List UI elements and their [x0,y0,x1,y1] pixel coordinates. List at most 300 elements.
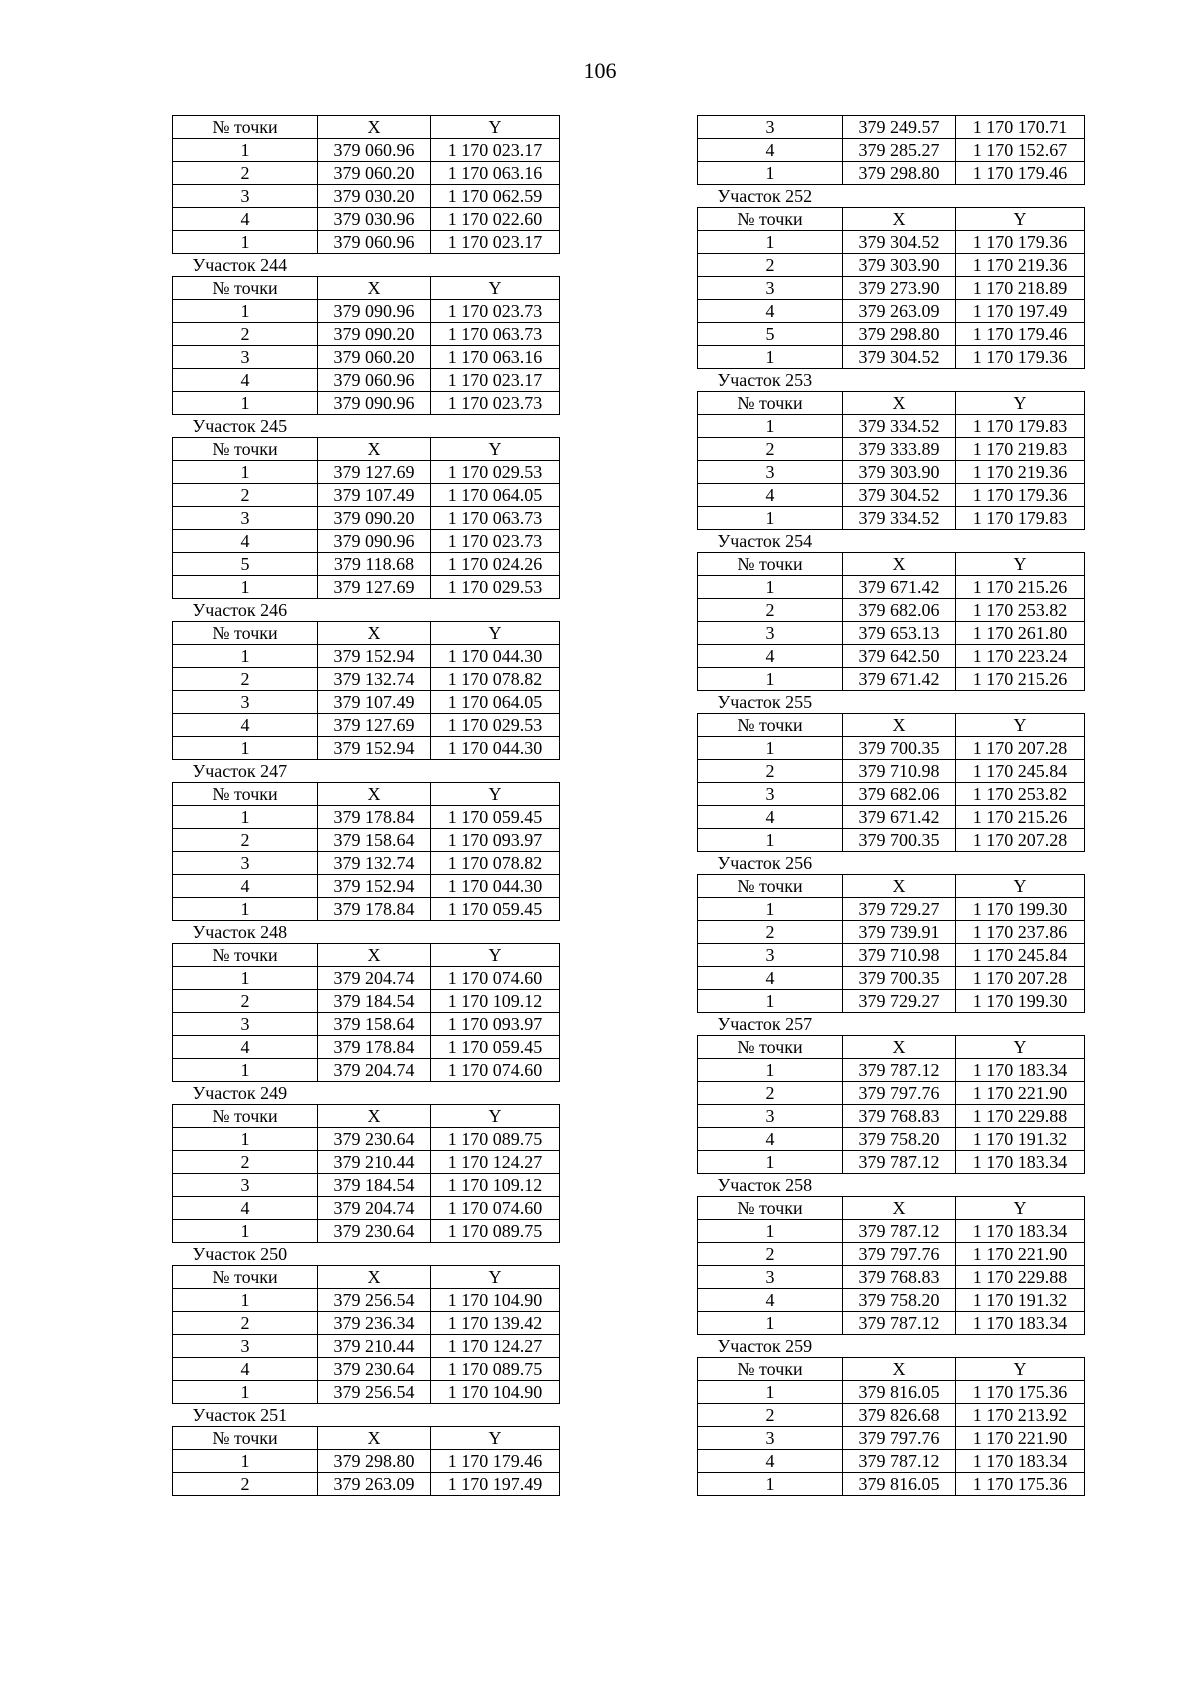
table-row [173,668,560,691]
x-coordinate: 379 671.42 [843,668,956,691]
point-number: 2 [698,760,843,783]
section-title-row [173,599,560,622]
y-coordinate: 1 170 218.89 [956,277,1085,300]
point-number: 1 [173,645,318,668]
point-number: 1 [698,737,843,760]
x-coordinate: 379 158.64 [318,1013,431,1036]
point-number: 1 [698,1220,843,1243]
left-column [172,115,560,1496]
header-y: Y [431,1105,560,1128]
point-number: 3 [698,461,843,484]
section-title-row [698,691,1085,714]
table-row [698,1266,1085,1289]
table-row [698,162,1085,185]
header-point: № точки [173,1105,318,1128]
x-coordinate: 379 107.49 [318,484,431,507]
section-title: Участок 250 [192,1244,288,1264]
y-coordinate: 1 170 059.45 [431,898,560,921]
table-row [698,1427,1085,1450]
x-coordinate: 379 230.64 [318,1128,431,1151]
table-row [173,645,560,668]
table-row [173,507,560,530]
point-number: 3 [698,1427,843,1450]
section-spacer [956,1174,1085,1197]
table-row [173,990,560,1013]
section-spacer [431,1243,560,1266]
point-number: 2 [698,1243,843,1266]
table-row [698,1473,1085,1496]
x-coordinate: 379 334.52 [843,507,956,530]
point-number: 3 [173,1013,318,1036]
section-title-row [698,369,1085,392]
header-y: Y [431,1427,560,1450]
y-coordinate: 1 170 183.34 [956,1059,1085,1082]
table-row [698,1289,1085,1312]
table-header-row [698,875,1085,898]
table-row [173,1381,560,1404]
point-number: 4 [173,1197,318,1220]
section-title: Участок 257 [717,1014,813,1034]
y-coordinate: 1 170 023.73 [431,392,560,415]
x-coordinate: 379 127.69 [318,714,431,737]
x-coordinate: 379 285.27 [843,139,956,162]
point-number: 3 [173,507,318,530]
point-number: 5 [698,323,843,346]
point-number: 1 [173,231,318,254]
table-row [173,1059,560,1082]
y-coordinate: 1 170 175.36 [956,1473,1085,1496]
table-row [698,668,1085,691]
x-coordinate: 379 787.12 [843,1151,956,1174]
y-coordinate: 1 170 139.42 [431,1312,560,1335]
y-coordinate: 1 170 197.49 [956,300,1085,323]
point-number: 4 [698,645,843,668]
section-title: Участок 253 [717,370,813,390]
x-coordinate: 379 758.20 [843,1289,956,1312]
x-coordinate: 379 298.80 [843,162,956,185]
table-row [698,783,1085,806]
point-number: 1 [698,990,843,1013]
y-coordinate: 1 170 023.73 [431,530,560,553]
y-coordinate: 1 170 197.49 [431,1473,560,1496]
table-row [173,1174,560,1197]
header-point: № точки [173,944,318,967]
table-row [173,691,560,714]
header-x: X [843,714,956,737]
table-row [698,1128,1085,1151]
point-number: 1 [173,1381,318,1404]
y-coordinate: 1 170 183.34 [956,1220,1085,1243]
x-coordinate: 379 090.20 [318,323,431,346]
point-number: 1 [698,1381,843,1404]
point-number: 2 [173,323,318,346]
section-title-row [698,1174,1085,1197]
point-number: 3 [173,691,318,714]
x-coordinate: 379 826.68 [843,1404,956,1427]
table-row [173,967,560,990]
x-coordinate: 379 304.52 [843,231,956,254]
table-row [173,323,560,346]
y-coordinate: 1 170 063.16 [431,162,560,185]
x-coordinate: 379 158.64 [318,829,431,852]
point-number: 3 [698,1105,843,1128]
header-y: Y [956,714,1085,737]
x-coordinate: 379 178.84 [318,1036,431,1059]
point-number: 3 [698,277,843,300]
header-y: Y [431,944,560,967]
section-spacer [431,1404,560,1427]
header-point: № точки [173,1266,318,1289]
point-number: 1 [173,461,318,484]
y-coordinate: 1 170 183.34 [956,1151,1085,1174]
x-coordinate: 379 132.74 [318,668,431,691]
point-number: 3 [698,116,843,139]
section-spacer [318,415,431,438]
table-row [698,1105,1085,1128]
y-coordinate: 1 170 245.84 [956,760,1085,783]
section-spacer [431,760,560,783]
point-number: 2 [698,599,843,622]
y-coordinate: 1 170 029.53 [431,714,560,737]
table-row [698,415,1085,438]
table-row [698,829,1085,852]
table-header-row [173,116,560,139]
y-coordinate: 1 170 175.36 [956,1381,1085,1404]
header-x: X [843,1036,956,1059]
point-number: 4 [173,714,318,737]
x-coordinate: 379 090.96 [318,392,431,415]
x-coordinate: 379 273.90 [843,277,956,300]
table-row [173,852,560,875]
table-header-row [173,783,560,806]
header-y: Y [431,116,560,139]
x-coordinate: 379 797.76 [843,1082,956,1105]
table-row [173,346,560,369]
y-coordinate: 1 170 229.88 [956,1266,1085,1289]
y-coordinate: 1 170 023.17 [431,139,560,162]
header-y: Y [956,875,1085,898]
x-coordinate: 379 030.96 [318,208,431,231]
y-coordinate: 1 170 223.24 [956,645,1085,668]
x-coordinate: 379 184.54 [318,990,431,1013]
section-title: Участок 244 [192,255,288,275]
section-title: Участок 256 [717,853,813,873]
x-coordinate: 379 334.52 [843,415,956,438]
y-coordinate: 1 170 024.26 [431,553,560,576]
section-spacer [956,1335,1085,1358]
y-coordinate: 1 170 023.73 [431,300,560,323]
point-number: 3 [698,622,843,645]
point-number: 1 [698,1312,843,1335]
section-title: Участок 259 [717,1336,813,1356]
point-number: 4 [173,369,318,392]
section-spacer [843,1335,956,1358]
x-coordinate: 379 787.12 [843,1220,956,1243]
section-title: Участок 251 [192,1405,288,1425]
x-coordinate: 379 090.20 [318,507,431,530]
x-coordinate: 379 152.94 [318,645,431,668]
header-y: Y [956,208,1085,231]
y-coordinate: 1 170 221.90 [956,1082,1085,1105]
header-point: № точки [173,622,318,645]
point-number: 1 [698,668,843,691]
table-row [698,484,1085,507]
point-number: 1 [698,346,843,369]
y-coordinate: 1 170 179.46 [956,162,1085,185]
section-spacer [956,1013,1085,1036]
section-title: Участок 249 [192,1083,288,1103]
point-number: 2 [698,1404,843,1427]
x-coordinate: 379 249.57 [843,116,956,139]
y-coordinate: 1 170 064.05 [431,691,560,714]
section-title-row [173,1404,560,1427]
header-y: Y [431,783,560,806]
y-coordinate: 1 170 207.28 [956,737,1085,760]
x-coordinate: 379 263.09 [843,300,956,323]
x-coordinate: 379 700.35 [843,737,956,760]
point-number: 1 [173,1059,318,1082]
table-row [173,806,560,829]
point-number: 2 [173,1473,318,1496]
point-number: 1 [698,898,843,921]
table-header-row [698,1036,1085,1059]
x-coordinate: 379 768.83 [843,1266,956,1289]
header-x: X [843,1197,956,1220]
x-coordinate: 379 210.44 [318,1335,431,1358]
section-spacer [318,1404,431,1427]
y-coordinate: 1 170 207.28 [956,829,1085,852]
x-coordinate: 379 653.13 [843,622,956,645]
table-row [698,277,1085,300]
y-coordinate: 1 170 104.90 [431,1289,560,1312]
table-row [173,829,560,852]
x-coordinate: 379 729.27 [843,898,956,921]
point-number: 1 [173,1220,318,1243]
x-coordinate: 379 787.12 [843,1312,956,1335]
section-spacer [843,691,956,714]
y-coordinate: 1 170 215.26 [956,806,1085,829]
section-spacer [431,254,560,277]
section-spacer [843,185,956,208]
table-row [698,622,1085,645]
point-number: 2 [698,921,843,944]
x-coordinate: 379 671.42 [843,806,956,829]
y-coordinate: 1 170 215.26 [956,668,1085,691]
y-coordinate: 1 170 183.34 [956,1312,1085,1335]
x-coordinate: 379 204.74 [318,1059,431,1082]
x-coordinate: 379 210.44 [318,1151,431,1174]
table-row [698,967,1085,990]
table-row [698,139,1085,162]
table-row [173,1197,560,1220]
y-coordinate: 1 170 062.59 [431,185,560,208]
point-number: 1 [698,415,843,438]
x-coordinate: 379 303.90 [843,254,956,277]
y-coordinate: 1 170 179.46 [956,323,1085,346]
y-coordinate: 1 170 207.28 [956,967,1085,990]
y-coordinate: 1 170 229.88 [956,1105,1085,1128]
section-spacer [956,185,1085,208]
table-row [173,162,560,185]
x-coordinate: 379 236.34 [318,1312,431,1335]
x-coordinate: 379 256.54 [318,1289,431,1312]
section-title-row [173,1082,560,1105]
table-header-row [698,714,1085,737]
y-coordinate: 1 170 089.75 [431,1358,560,1381]
x-coordinate: 379 152.94 [318,737,431,760]
header-point: № точки [698,1036,843,1059]
x-coordinate: 379 797.76 [843,1243,956,1266]
table-row [173,1312,560,1335]
x-coordinate: 379 700.35 [843,829,956,852]
point-number: 3 [698,1266,843,1289]
x-coordinate: 379 710.98 [843,760,956,783]
y-coordinate: 1 170 064.05 [431,484,560,507]
header-point: № точки [698,553,843,576]
y-coordinate: 1 170 199.30 [956,898,1085,921]
table-header-row [173,1427,560,1450]
x-coordinate: 379 816.05 [843,1381,956,1404]
x-coordinate: 379 729.27 [843,990,956,1013]
header-point: № точки [698,714,843,737]
point-number: 3 [173,185,318,208]
header-y: Y [956,553,1085,576]
x-coordinate: 379 816.05 [843,1473,956,1496]
point-number: 2 [698,438,843,461]
table-row [698,1312,1085,1335]
header-x: X [843,208,956,231]
point-number: 4 [698,1450,843,1473]
x-coordinate: 379 682.06 [843,599,956,622]
table-header-row [698,208,1085,231]
y-coordinate: 1 170 179.46 [431,1450,560,1473]
table-header-row [698,553,1085,576]
table-header-row [698,1197,1085,1220]
page-number: 106 [583,58,617,83]
table-row [698,576,1085,599]
x-coordinate: 379 178.84 [318,806,431,829]
point-number: 2 [173,829,318,852]
x-coordinate: 379 127.69 [318,461,431,484]
section-title-row [698,185,1085,208]
point-number: 1 [698,162,843,185]
y-coordinate: 1 170 219.83 [956,438,1085,461]
header-y: Y [431,277,560,300]
table-row [173,1358,560,1381]
section-title-row [173,254,560,277]
point-number: 4 [698,139,843,162]
section-spacer [956,369,1085,392]
section-title-row [698,852,1085,875]
point-number: 2 [173,162,318,185]
table-row [173,1220,560,1243]
table-header-row [173,1105,560,1128]
y-coordinate: 1 170 074.60 [431,1197,560,1220]
section-spacer [431,1082,560,1105]
point-number: 2 [698,1082,843,1105]
header-y: Y [431,622,560,645]
section-title: Участок 258 [717,1175,813,1195]
y-coordinate: 1 170 059.45 [431,806,560,829]
y-coordinate: 1 170 219.36 [956,461,1085,484]
x-coordinate: 379 797.76 [843,1427,956,1450]
point-number: 1 [698,829,843,852]
header-x: X [843,875,956,898]
section-spacer [956,852,1085,875]
section-spacer [843,369,956,392]
table-row [698,1450,1085,1473]
header-y: Y [956,1036,1085,1059]
point-number: 2 [173,1312,318,1335]
x-coordinate: 379 230.64 [318,1220,431,1243]
x-coordinate: 379 303.90 [843,461,956,484]
table-row [173,231,560,254]
header-x: X [318,438,431,461]
y-coordinate: 1 170 059.45 [431,1036,560,1059]
point-number: 4 [173,1036,318,1059]
section-spacer [318,921,431,944]
x-coordinate: 379 204.74 [318,967,431,990]
table-row [173,1473,560,1496]
header-y: Y [956,392,1085,415]
header-y: Y [431,1266,560,1289]
y-coordinate: 1 170 029.53 [431,576,560,599]
table-row [173,1151,560,1174]
x-coordinate: 379 768.83 [843,1105,956,1128]
y-coordinate: 1 170 023.17 [431,231,560,254]
section-title: Участок 248 [192,922,288,942]
x-coordinate: 379 739.91 [843,921,956,944]
table-header-row [173,1266,560,1289]
x-coordinate: 379 671.42 [843,576,956,599]
section-spacer [956,691,1085,714]
point-number: 1 [173,392,318,415]
header-point: № точки [173,438,318,461]
header-x: X [318,116,431,139]
x-coordinate: 379 333.89 [843,438,956,461]
header-x: X [318,783,431,806]
table-row [698,1243,1085,1266]
x-coordinate: 379 204.74 [318,1197,431,1220]
header-x: X [843,1358,956,1381]
point-number: 1 [698,231,843,254]
coordinates-table-left [172,115,560,1496]
y-coordinate: 1 170 109.12 [431,1174,560,1197]
point-number: 4 [698,300,843,323]
y-coordinate: 1 170 074.60 [431,967,560,990]
section-title: Участок 252 [717,186,813,206]
x-coordinate: 379 107.49 [318,691,431,714]
x-coordinate: 379 642.50 [843,645,956,668]
y-coordinate: 1 170 221.90 [956,1427,1085,1450]
table-header-row [173,438,560,461]
table-row [173,875,560,898]
header-y: Y [956,1197,1085,1220]
table-row [698,346,1085,369]
x-coordinate: 379 787.12 [843,1450,956,1473]
table-row [698,231,1085,254]
table-row [698,760,1085,783]
x-coordinate: 379 710.98 [843,944,956,967]
section-spacer [843,1013,956,1036]
header-point: № точки [173,783,318,806]
point-number: 3 [698,944,843,967]
x-coordinate: 379 682.06 [843,783,956,806]
table-row [698,507,1085,530]
section-spacer [431,415,560,438]
y-coordinate: 1 170 078.82 [431,852,560,875]
section-spacer [843,530,956,553]
